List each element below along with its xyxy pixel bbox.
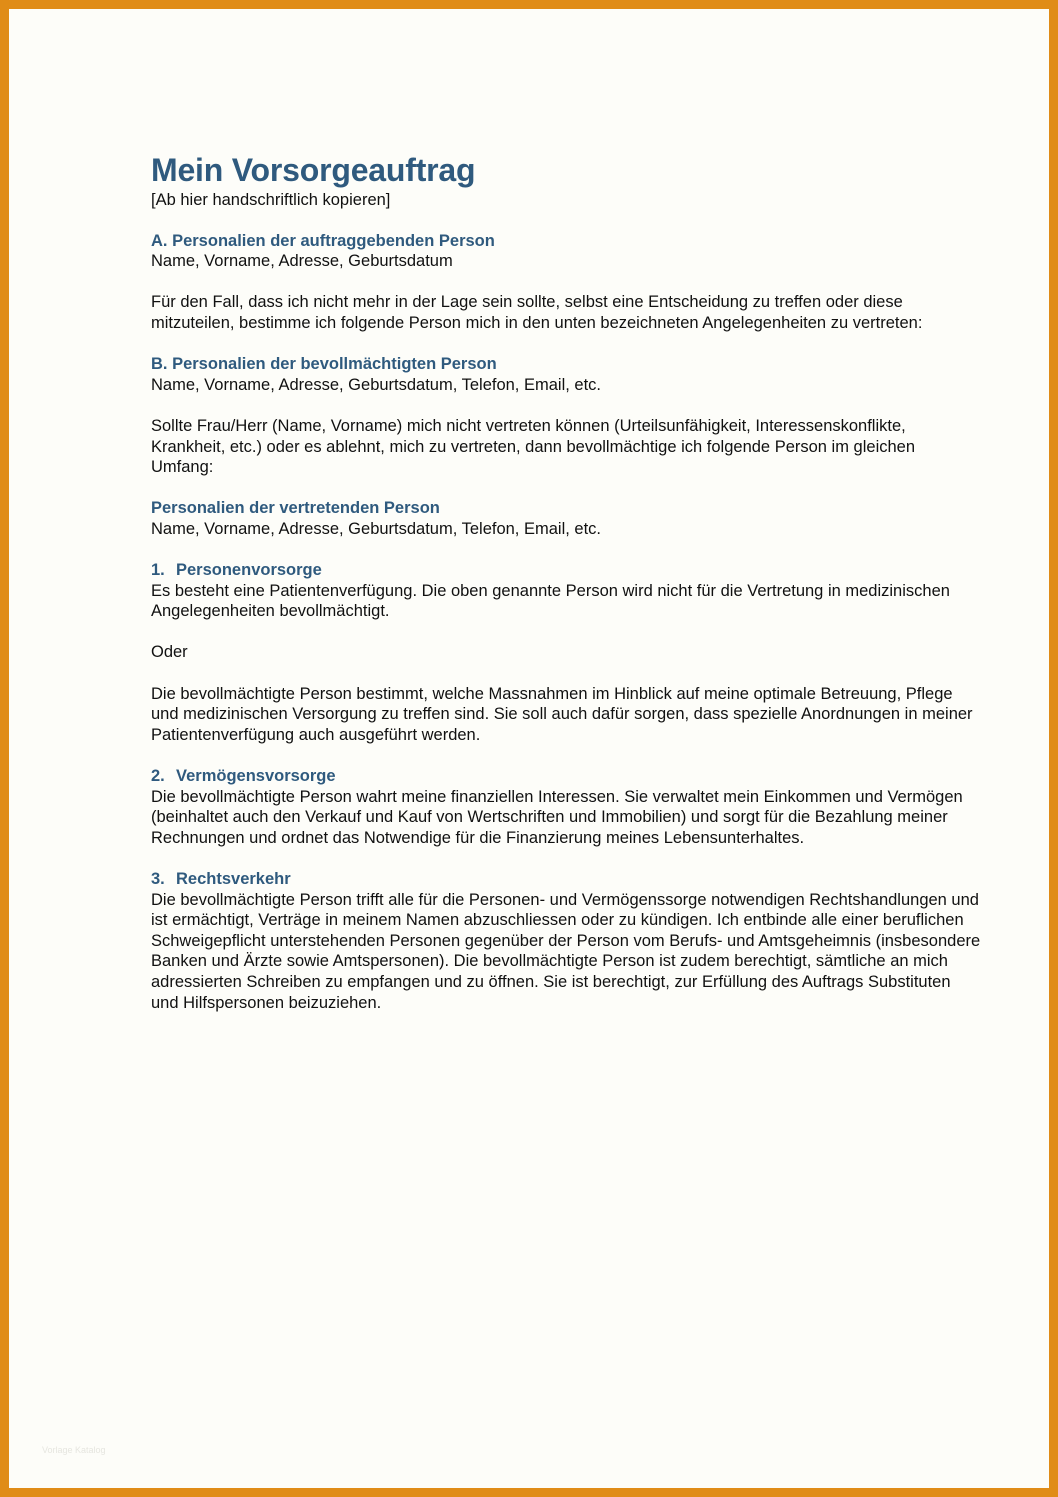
section-b-heading: B. Personalien der bevollmächtigten Person [151,355,497,374]
section-b [151,354,981,395]
intro-paragraph: Für den Fall, dass ich nicht mehr in der Lage sein sollte, selbst eine Entscheidung zu treffen oder diese mitzuteilen, bestimme ich folgende Person mich in den unten bezeichneten Angelegenheiten zu vertreten: [151,293,923,332]
section-2-heading [151,766,981,787]
section-1-text: Es besteht eine Patientenverfügung. Die oben genannte Person wird nicht für die Vertretung in medizinischen Angelegenheiten bevollmächtigt. [151,581,950,621]
section-2-title: Vermögensvorsorge [176,767,336,786]
section-3-text: Die bevollmächtigte Person trifft alle für die Personen- und Vermögenssorge notwendigen Rechtshandlungen und ist ermächtigt, Verträge in meinem Namen abzuschliessen oder zu kündigen. Ich entbinde alle einer beruflichen Schweigepflicht unterstehenden Personen gegenüber der Person vom Berufs- und Amtsgeheimnis (insbesondere Banken und Ärzte sowie Amtspersonen). Die bevollmächtigte Person ist zudem berechtigt, sämtliche an mich adressierten Schreiben zu empfangen und zu öffnen. Sie ist berechtigt, zur Erfüllung des Auftrags Substituten und Hilfspersonen beizuziehen. [151,890,981,1012]
section-a-heading: A. Personalien der auftraggebenden Person [151,231,495,250]
section-1-heading [151,560,981,581]
section-a-fields: Name, Vorname, Adresse, Geburtsdatum [151,252,453,271]
section-1-number: 1. [151,561,165,580]
section-1-title: Personenvorsorge [176,561,322,580]
watermark-text: Vorlage Katalog [42,1445,106,1455]
document-subtitle: [Ab hier handschriftlich kopieren] [151,191,391,209]
section-2 [151,766,981,848]
section-3-title: Rechtsverkehr [176,870,291,888]
section-3 [151,869,981,1013]
document-title: Mein Vorsorgeauftrag [151,152,476,188]
section-3-number: 3. [151,870,165,888]
section-3-heading [151,869,981,890]
document-body [151,150,981,1034]
section-2-text: Die bevollmächtigte Person wahrt meine finanziellen Interessen. Sie verwaltet mein Einkommen und Vermögen (beinhaltet auch den Verkauf und Kauf von Wertschriften und Immobilien) und sorgt für die Bezahlung meiner Rechnungen und ordnet das Notwendige für die Finanzierung meines Lebensunterhaltes. [151,787,963,847]
section-substitute [151,498,981,539]
section-2-number: 2. [151,767,165,786]
substitute-paragraph: Sollte Frau/Herr (Name, Vorname) mich nicht vertreten können (Urteilsunfähigkeit, Interessenskonflikte, Krankheit, etc.) oder es ablehnt, mich zu vertreten, dann bevollmächtige ich folgende Person im gleichen Umfang: [151,416,916,477]
section-1 [151,560,981,622]
section-a [151,231,981,272]
section-b-fields: Name, Vorname, Adresse, Geburtsdatum, Telefon, Email, etc. [151,375,601,394]
section-substitute-fields: Name, Vorname, Adresse, Geburtsdatum, Telefon, Email, etc. [151,519,601,538]
section-substitute-heading: Personalien der vertretenden Person [151,499,440,518]
section-1-alternative: Die bevollmächtigte Person bestimmt, welche Massnahmen im Hinblick auf meine optimale Betreuung, Pflege und medizinischen Versorgung zu treffen sind. Sie soll auch dafür sorgen, dass spezielle Anordnungen in meiner Patientenverfügung auch ausgeführt werden. [151,684,973,744]
section-1-or: Oder [151,643,188,662]
